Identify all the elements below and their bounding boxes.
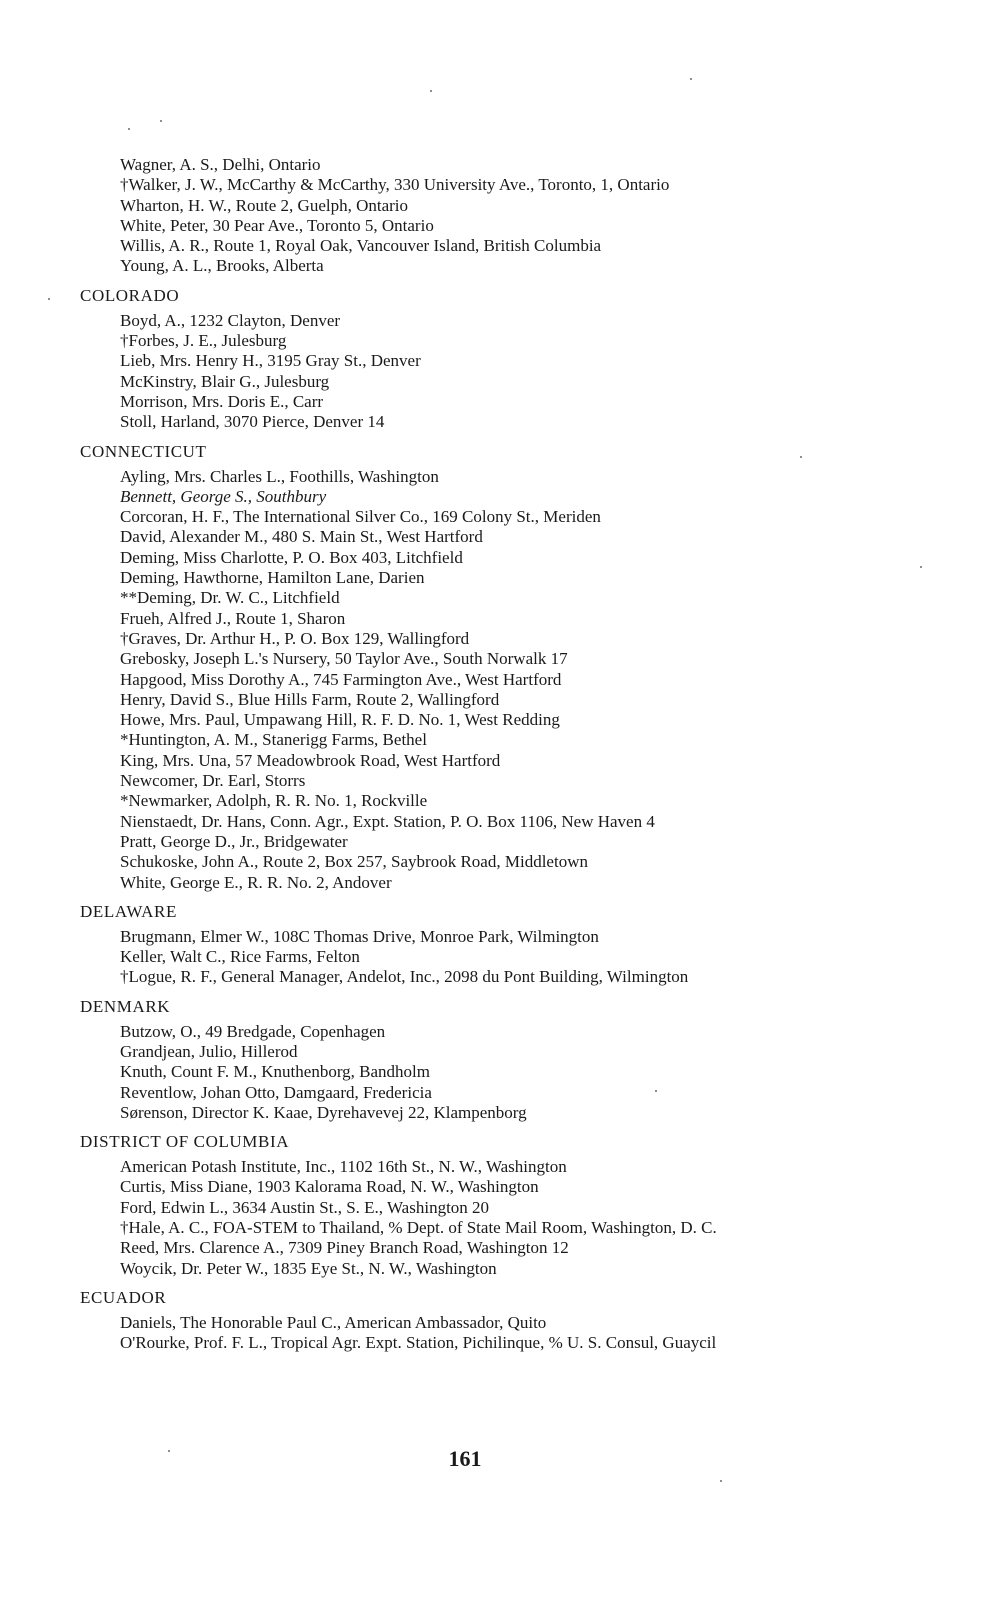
directory-entry: King, Mrs. Una, 57 Meadowbrook Road, West Hartford [120,750,501,770]
directory-entry: Wagner, A. S., Delhi, Ontario [120,155,321,174]
directory-entry: Keller, Walt C., Rice Farms, Felton [120,947,360,967]
section [80,286,880,433]
scan-speck [690,78,692,80]
section [80,997,880,1123]
directory-entry: David, Alexander M., 480 S. Main St., West Hartford [120,527,483,547]
directory-entry: Reed, Mrs. Clarence A., 7309 Piney Branch Road, Washington 12 [120,1238,569,1258]
section-entries [80,311,880,433]
section-heading: ECUADOR [80,1287,167,1307]
scan-speck [128,128,130,130]
pre-entries [80,155,880,277]
directory-entry: Brugmann, Elmer W., 108C Thomas Drive, Monroe Park, Wilmington [120,926,599,946]
section-heading: COLORADO [80,285,180,305]
directory-entry: Boyd, A., 1232 Clayton, Denver [120,310,341,330]
directory-entry: †Hale, A. C., FOA-STEM to Thailand, % Dept. of State Mail Room, Washington, D. C. [120,1218,717,1238]
directory-entry: Corcoran, H. F., The International Silver Co., 169 Colony St., Meriden [120,507,601,527]
directory-entry: Newcomer, Dr. Earl, Storrs [120,771,306,791]
section-heading: DISTRICT OF COLUMBIA [80,1132,290,1152]
directory-entry: Morrison, Mrs. Doris E., Carr [120,391,324,411]
directory-entry: Stoll, Harland, 3070 Pierce, Denver 14 [120,412,385,432]
section-entries [80,1022,880,1123]
directory-entry: McKinstry, Blair G., Julesburg [120,371,330,391]
directory-entry: Willis, A. R., Route 1, Royal Oak, Vancouver Island, British Columbia [120,236,602,256]
directory-entry: *Newmarker, Adolph, R. R. No. 1, Rockville [120,791,428,811]
scan-speck [430,90,432,92]
directory-entry: Butzow, O., 49 Bredgade, Copenhagen [120,1021,386,1041]
directory-entry: †Graves, Dr. Arthur H., P. O. Box 129, Wallingford [120,628,470,648]
section [80,1132,880,1279]
directory-entry: †Logue, R. F., General Manager, Andelot, Inc., 2098 du Pont Building, Wilmington [120,967,689,987]
page-number: 161 [448,1446,482,1471]
directory-entry: Woycik, Dr. Peter W., 1835 Eye St., N. W., Washington [120,1258,497,1278]
directory-entry: Henry, David S., Blue Hills Farm, Route 2, Wallingford [120,689,500,709]
directory-entry: Frueh, Alfred J., Route 1, Sharon [120,608,346,628]
directory-entry: Howe, Mrs. Paul, Umpawang Hill, R. F. D. No. 1, West Redding [120,710,560,730]
directory-entry: Schukoske, John A., Route 2, Box 257, Saybrook Road, Middletown [120,852,588,872]
sections-container [80,286,880,1354]
section-heading: DELAWARE [80,901,177,921]
directory-entry: †Walker, J. W., McCarthy & McCarthy, 330 University Ave., Toronto, 1, Ontario [120,175,670,195]
directory-entry: White, George E., R. R. No. 2, Andover [120,872,392,892]
section [80,902,880,988]
section [80,442,880,893]
scan-speck [160,120,162,122]
scan-speck [48,298,50,300]
directory-entry: Lieb, Mrs. Henry H., 3195 Gray St., Denver [120,351,421,371]
directory-entry: Grandjean, Julio, Hillerod [120,1041,298,1061]
directory-entry: *Huntington, A. M., Stanerigg Farms, Bethel [120,730,427,750]
directory-content [80,155,880,1356]
scan-speck [720,1480,722,1482]
section-entries [80,467,880,893]
directory-entry: Ayling, Mrs. Charles L., Foothills, Washington [120,466,439,486]
directory-entry: White, Peter, 30 Pear Ave., Toronto 5, Ontario [120,215,434,235]
section-entries [80,1313,880,1354]
directory-entry: Bennett, George S., Southbury [120,486,327,506]
directory-entry: American Potash Institute, Inc., 1102 16th St., N. W., Washington [120,1157,567,1177]
directory-entry: Grebosky, Joseph L.'s Nursery, 50 Taylor Ave., South Norwalk 17 [120,649,568,669]
directory-entry: Sørenson, Director K. Kaae, Dyrehavevej 22, Klampenborg [120,1102,527,1122]
directory-entry: Deming, Hawthorne, Hamilton Lane, Darien [120,568,425,588]
section-entries [80,927,880,988]
directory-entry: Wharton, H. W., Route 2, Guelph, Ontario [120,195,409,215]
section-heading: DENMARK [80,996,171,1016]
directory-entry: Nienstaedt, Dr. Hans, Conn. Agr., Expt. Station, P. O. Box 1106, New Haven 4 [120,811,655,831]
directory-entry: Deming, Miss Charlotte, P. O. Box 403, Litchfield [120,547,463,567]
directory-entry: **Deming, Dr. W. C., Litchfield [120,588,340,608]
scan-speck [920,566,922,568]
section-entries [80,1157,880,1279]
directory-entry: †Forbes, J. E., Julesburg [120,331,287,351]
directory-entry: O'Rourke, Prof. F. L., Tropical Agr. Expt. Station, Pichilinque, % U. S. Consul, Guaycil [120,1333,717,1353]
directory-entry: Ford, Edwin L., 3634 Austin St., S. E., Washington 20 [120,1197,490,1217]
directory-entry: Hapgood, Miss Dorothy A., 745 Farmington Ave., West Hartford [120,669,562,689]
section [80,1288,880,1354]
directory-entry: Reventlow, Johan Otto, Damgaard, Fredericia [120,1082,432,1102]
directory-entry: Daniels, The Honorable Paul C., American Ambassador, Quito [120,1312,547,1332]
section-heading: CONNECTICUT [80,441,207,461]
directory-entry: Pratt, George D., Jr., Bridgewater [120,831,348,851]
directory-entry: Young, A. L., Brooks, Alberta [120,256,324,276]
directory-entry: Curtis, Miss Diane, 1903 Kalorama Road, N. W., Washington [120,1177,539,1197]
directory-entry: Knuth, Count F. M., Knuthenborg, Bandholm [120,1062,431,1082]
